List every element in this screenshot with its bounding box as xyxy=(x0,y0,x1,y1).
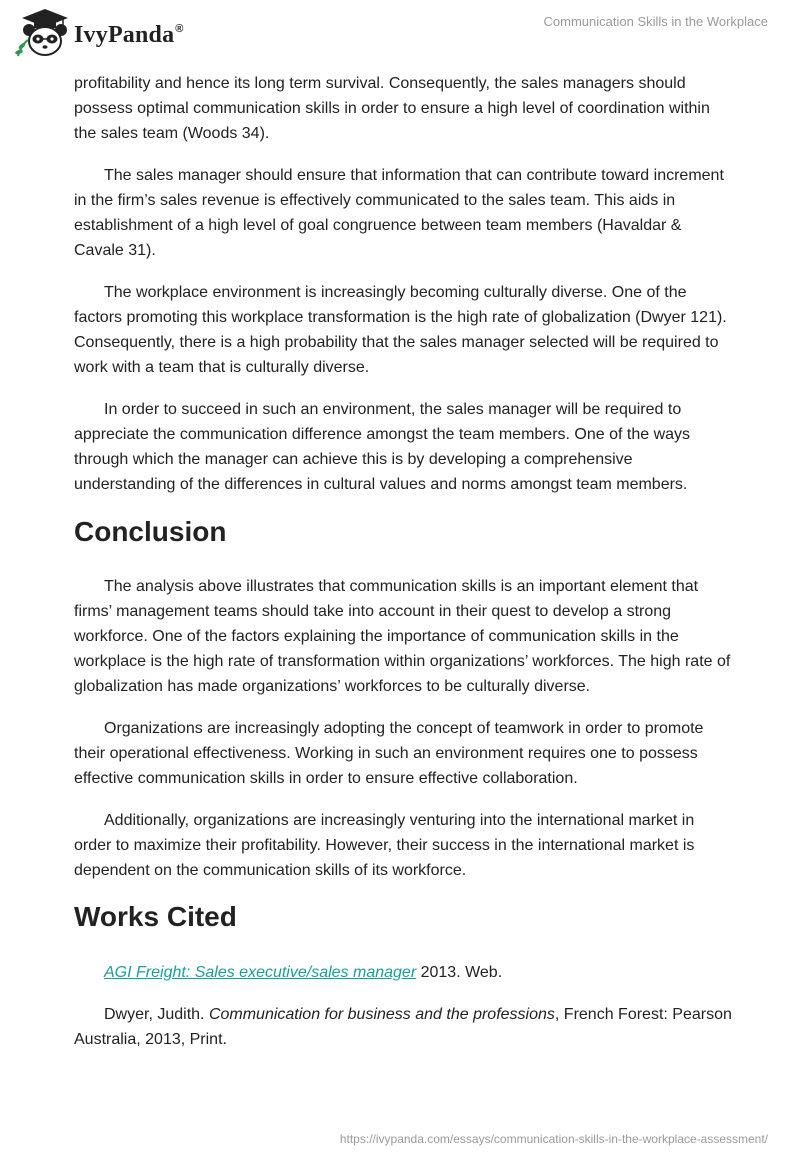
paragraph: In order to succeed in such an environment, the sales manager will be required to appreciate the communication difference amongst the team members. One of the ways through which the manager can achieve this is by developing a comprehensive understanding of the differences in cultural values and norms amongst team members. xyxy=(74,401,691,493)
ivypanda-logo[interactable] xyxy=(14,6,184,58)
citation-rest: , French Forest: Pearson Australia, 2013, Print. xyxy=(74,1006,732,1048)
conclusion-heading: Conclusion xyxy=(74,516,227,547)
citation-title: Communication for business and the professions xyxy=(208,1006,555,1023)
citation-link[interactable]: AGI Freight: Sales executive/sales manager xyxy=(104,964,417,981)
essay-body xyxy=(74,71,734,1069)
conclusion-paragraph: The analysis above illustrates that communication skills is an important element that firms’ management teams should take into account in their quest to develop a strong workforce. One of the factors explaining the importance of communication skills in the workplace is the high rate of transformation within organizations’ workforces. The high rate of globalization has made organizations’ workforces to be culturally diverse. xyxy=(74,578,731,695)
citation-author: Dwyer, Judith. xyxy=(104,1006,209,1023)
works-cited-heading: Works Cited xyxy=(74,901,237,932)
panda-graduate-icon xyxy=(14,6,72,58)
document-title: Communication Skills in the Workplace xyxy=(543,14,768,29)
citation-entry xyxy=(74,1002,734,1052)
paragraph: The sales manager should ensure that information that can contribute toward increment in the firm’s sales revenue is effectively communicated to the sales team. This aids in establishment of a high level of goal congruence between team members (Havaldar & Cavale 31). xyxy=(74,167,724,259)
citation-rest: 2013. Web. xyxy=(416,964,503,981)
source-url[interactable]: https://ivypanda.com/essays/communication-skills-in-the-workplace-assessment/ xyxy=(339,1132,768,1146)
conclusion-paragraph: Organizations are increasingly adopting the concept of teamwork in order to promote their operational effectiveness. Working in such an environment requires one to possess effective communication skills in order to ensure effective collaboration. xyxy=(74,720,704,787)
paragraph-continued: profitability and hence its long term survival. Consequently, the sales managers should possess optimal communication skills in order to ensure a high level of coordination within the sales team (Woods 34). xyxy=(74,75,710,142)
citation-entry xyxy=(74,960,734,985)
logo-wordmark: IvyPanda® xyxy=(74,21,184,48)
paragraph: The workplace environment is increasingly becoming culturally diverse. One of the factors promoting this workplace transformation is the high rate of globalization (Dwyer 121). Consequently, there is a high probability that the sales manager selected will be required to work with a team that is culturally diverse. xyxy=(74,284,727,376)
page-header xyxy=(0,0,800,70)
conclusion-paragraph: Additionally, organizations are increasingly venturing into the international market in order to maximize their profitability. However, their success in the international market is dependent on the communication skills of its workforce. xyxy=(74,812,695,879)
